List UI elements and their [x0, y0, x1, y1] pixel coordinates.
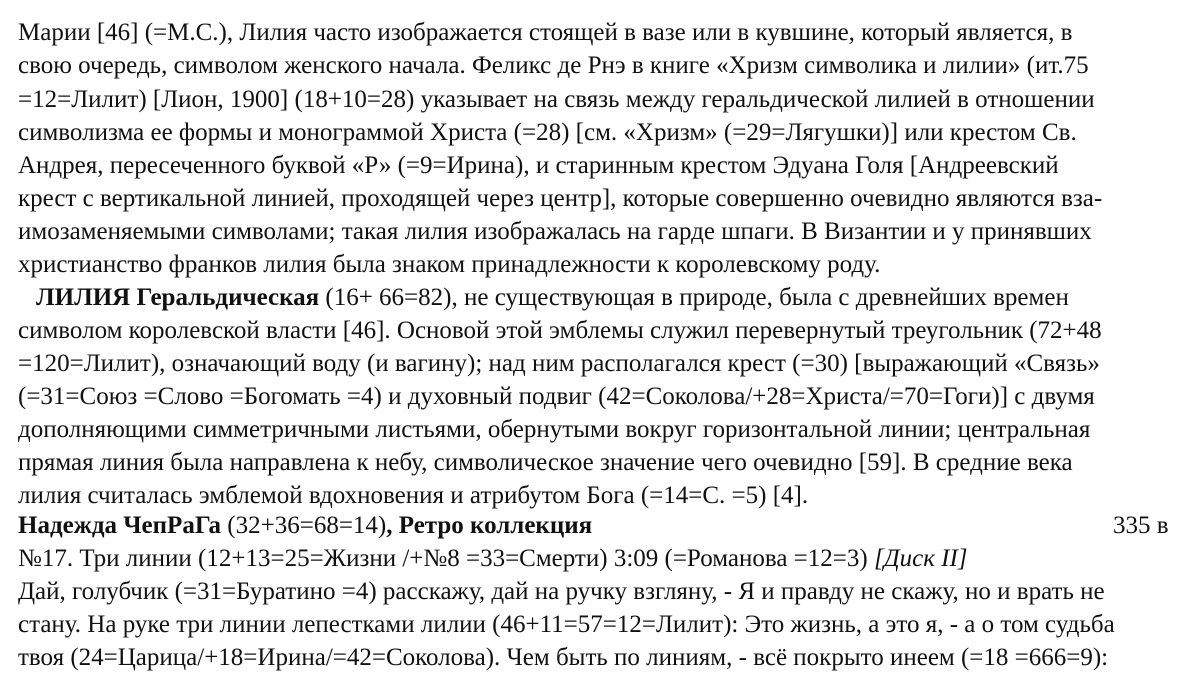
paragraph-2-line-6: прямая линия была направлена к небу, символическое значение чего очевидно [59]. В средние века	[18, 449, 1073, 476]
paragraph-1-line-3: =12=Лилит) [Лион, 1900] (18+10=28) указывает на связь между геральдической лилией в отношении	[18, 86, 1095, 113]
lyrics-line-3: твоя (24=Царица/+18=Ирина/=42=Соколова). Чем быть по линиям, - всё покрыто инеем (=18 =666=9):	[18, 644, 1109, 671]
paragraph-2-first-line-text: (16+ 66=82), не существующая в природе, была с древнейших времен	[319, 284, 1069, 311]
paragraph-1-line-8: христианство франков лилия была знаком принадлежности к королевскому роду.	[18, 251, 881, 278]
paragraph-1-line-5: Андрея, пересеченного буквой «Р» (=9=Ирина), и старинным крестом Эдуана Голя [Андреевский	[18, 152, 1059, 179]
paragraph-1-line-2: свою очередь, символом женского начала. Феликс де Рнэ в книге «Хризм символика и лилии» (ит.75	[18, 52, 1089, 79]
lyrics-line-1: Дай, голубчик (=31=Буратино =4) расскажу, дай на ручку взгляну, - Я и правду не скажу, но и врать не	[18, 578, 1105, 605]
paragraph-2-line-4: (=31=Союз =Слово =Богомать =4) и духовный подвиг (42=Соколова/+28=Христа/=70=Гоги)] с двумя	[18, 383, 1095, 410]
paragraph-1-line-4: символизма ее формы и монограммой Христа (=28) [см. «Хризм» (=29=Лягушки)] или крестом Св.	[18, 119, 1077, 146]
paragraph-1-line-1: Марии [46] (=М.С.), Лилия часто изображается стоящей в вазе или в кувшине, который является, в	[18, 19, 1073, 46]
collection-name: , Ретро коллекция	[386, 512, 593, 539]
lily-heraldic-heading: ЛИЛИЯ Геральдическая	[36, 284, 320, 311]
paragraph-1-line-7: имозаменяемыми символами; такая лилия изображалась на гарде шпаги. В Византии и у принявших	[18, 218, 1092, 245]
disc-label: [Диск II]	[873, 545, 968, 572]
paragraph-2-line-2: символом королевской власти [46]. Основой этой эмблемы служил перевернутый треугольник (72+48	[18, 317, 1102, 344]
paragraph-1-line-6: крест с вертикальной линией, проходящей через центр], которые совершенно очевидно являются вза-	[18, 185, 1103, 212]
artist-numbers: (32+36=68=14)	[221, 512, 387, 539]
track-title: №17. Три линии (12+13=25=Жизни /+№8 =33=Смерти) 3:09 (=Романова =12=3)	[18, 545, 874, 572]
paragraph-2-line-5: дополняющими симметричными листьями, обернутыми вокруг горизонтальной линии; центральная	[18, 416, 1091, 443]
paragraph-2-line-7: лилия считалась эмблемой вдохновения и атрибутом Бога (=14=С. =5) [4].	[18, 482, 809, 509]
lyrics-line-2: стану. На руке три линии лепестками лилии (46+11=57=12=Лилит): Это жизнь, а это я, - а о том судьба	[18, 611, 1115, 638]
artist-name: Надежда ЧепРаГа	[18, 512, 222, 539]
paragraph-2-line-3: =120=Лилит), означающий воду (и вагину); над ним располагался крест (=30) [выражающий «Связь»	[18, 350, 1100, 377]
paragraph-2-line-1	[36, 282, 1069, 314]
page-number: 335 в	[1113, 512, 1169, 539]
song-header	[18, 510, 592, 542]
track-line	[18, 543, 968, 575]
